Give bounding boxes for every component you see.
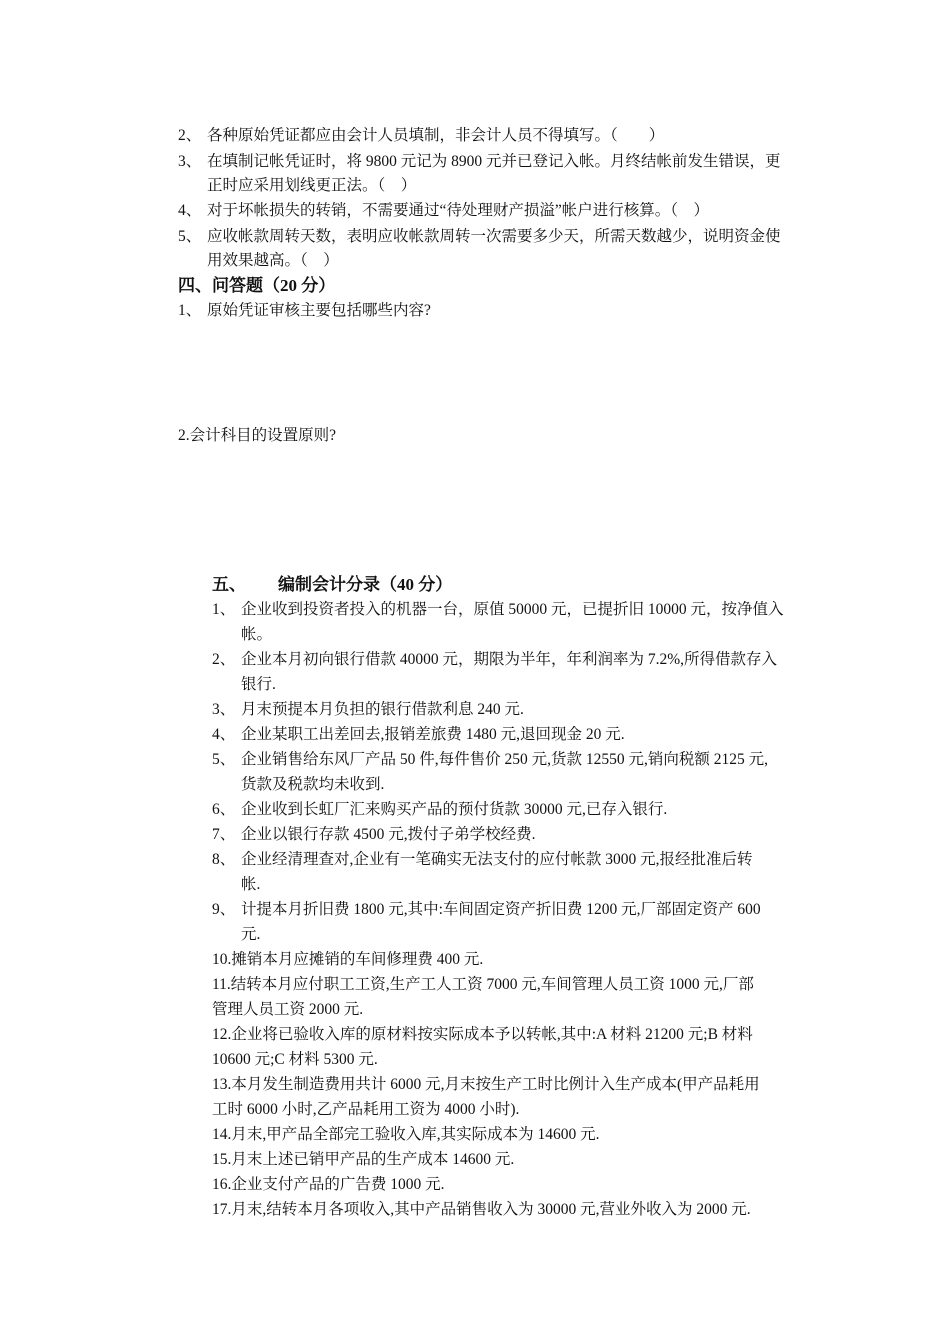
question-text: 2.会计科目的设置原则? <box>178 427 337 444</box>
entry-text: 10600 元;C 材料 5300 元. <box>212 1051 378 1068</box>
entry-text: 帐。 <box>241 626 273 643</box>
entry-text: 企业某职工出差回去,报销差旅费 1480 元,退回现金 20 元. <box>241 726 625 743</box>
entry-number: 2、 <box>212 651 236 668</box>
section-heading: 四、问答题（20 分） <box>178 276 336 295</box>
entry-text: 月末预提本月负担的银行借款利息 240 元. <box>241 701 524 718</box>
entry-number: 1、 <box>212 601 236 618</box>
entry-number: 7、 <box>212 826 236 843</box>
entry-text: 帐. <box>241 876 261 893</box>
judge-item-text: 正时应采用划线更正法。（ ） <box>207 177 417 194</box>
entry-text: 企业以银行存款 4500 元,拨付子弟学校经费. <box>241 826 536 843</box>
entry-text: 银行. <box>241 676 276 693</box>
entry-text: 10.摊销本月应摊销的车间修理费 400 元. <box>212 951 484 968</box>
entry-number: 9、 <box>212 901 236 918</box>
entry-text: 16.企业支付产品的广告费 1000 元. <box>212 1176 445 1193</box>
judge-item-text: 用效果越高。（ ） <box>207 252 339 269</box>
entry-number: 3、 <box>212 701 236 718</box>
judge-item-text: 对于坏帐损失的转销，不需要通过“待处理财产损溢”帐户进行核算。（ ） <box>207 202 710 219</box>
judge-item-number: 3、 <box>178 153 202 170</box>
entry-number: 8、 <box>212 851 236 868</box>
entry-text: 17.月末,结转本月各项收入,其中产品销售收入为 30000 元,营业外收入为 2000 元. <box>212 1201 751 1218</box>
entry-text: 工时 6000 小时,乙产品耗用工资为 4000 小时). <box>212 1101 520 1118</box>
entry-text: 15.月末上述已销甲产品的生产成本 14600 元. <box>212 1151 515 1168</box>
section-number: 五、 <box>212 575 246 594</box>
entry-text: 13.本月发生制造费用共计 6000 元,月末按生产工时比例计入生产成本(甲产品耗用 <box>212 1076 760 1093</box>
judge-item-text: 在填制记帐凭证时，将 9800 元记为 8900 元并已登记入帐。月终结帐前发生错误，更 <box>207 153 781 170</box>
entry-text: 12.企业将已验收入库的原材料按实际成本予以转帐,其中:A 材料 21200 元;B 材料 <box>212 1026 753 1043</box>
entry-text: 企业销售给东风厂产品 50 件,每件售价 250 元,货款 12550 元,销向税额 2125 元, <box>241 751 769 768</box>
entry-text: 元. <box>241 926 261 943</box>
entry-text: 货款及税款均未收到. <box>241 776 385 793</box>
judge-item-number: 2、 <box>178 127 202 144</box>
judge-item-text: 应收帐款周转天数，表明应收帐款周转一次需要多少天，所需天数越少，说明资金使 <box>207 228 781 245</box>
entry-number: 5、 <box>212 751 236 768</box>
entry-text: 企业收到投资者投入的机器一台，原值 50000 元，已提折旧 10000 元，按净值入 <box>241 601 784 618</box>
entry-text: 11.结转本月应付职工工资,生产工人工资 7000 元,车间管理人员工资 1000 元,厂部 <box>212 976 754 993</box>
judge-item-text: 各种原始凭证都应由会计人员填制，非会计人员不得填写。（ ） <box>207 127 665 144</box>
entry-number: 4、 <box>212 726 236 743</box>
entry-text: 14.月末,甲产品全部完工验收入库,其实际成本为 14600 元. <box>212 1126 600 1143</box>
entry-number: 6、 <box>212 801 236 818</box>
entry-text: 企业收到长虹厂汇来购买产品的预付货款 30000 元,已存入银行. <box>241 801 668 818</box>
entry-text: 企业本月初向银行借款 40000 元，期限为半年，年利润率为 7.2%,所得借款存入 <box>241 651 778 668</box>
question-text: 原始凭证审核主要包括哪些内容? <box>207 302 431 319</box>
entry-text: 管理人员工资 2000 元. <box>212 1001 364 1018</box>
entry-text: 计提本月折旧费 1800 元,其中:车间固定资产折旧费 1200 元,厂部固定资产 600 <box>241 901 761 918</box>
judge-item-number: 4、 <box>178 202 202 219</box>
entry-text: 企业经清理查对,企业有一笔确实无法支付的应付帐款 3000 元,报经批准后转 <box>241 851 753 868</box>
question-number: 1、 <box>178 302 202 319</box>
judge-item-number: 5、 <box>178 228 202 245</box>
section-heading: 编制会计分录（40 分） <box>278 575 453 594</box>
